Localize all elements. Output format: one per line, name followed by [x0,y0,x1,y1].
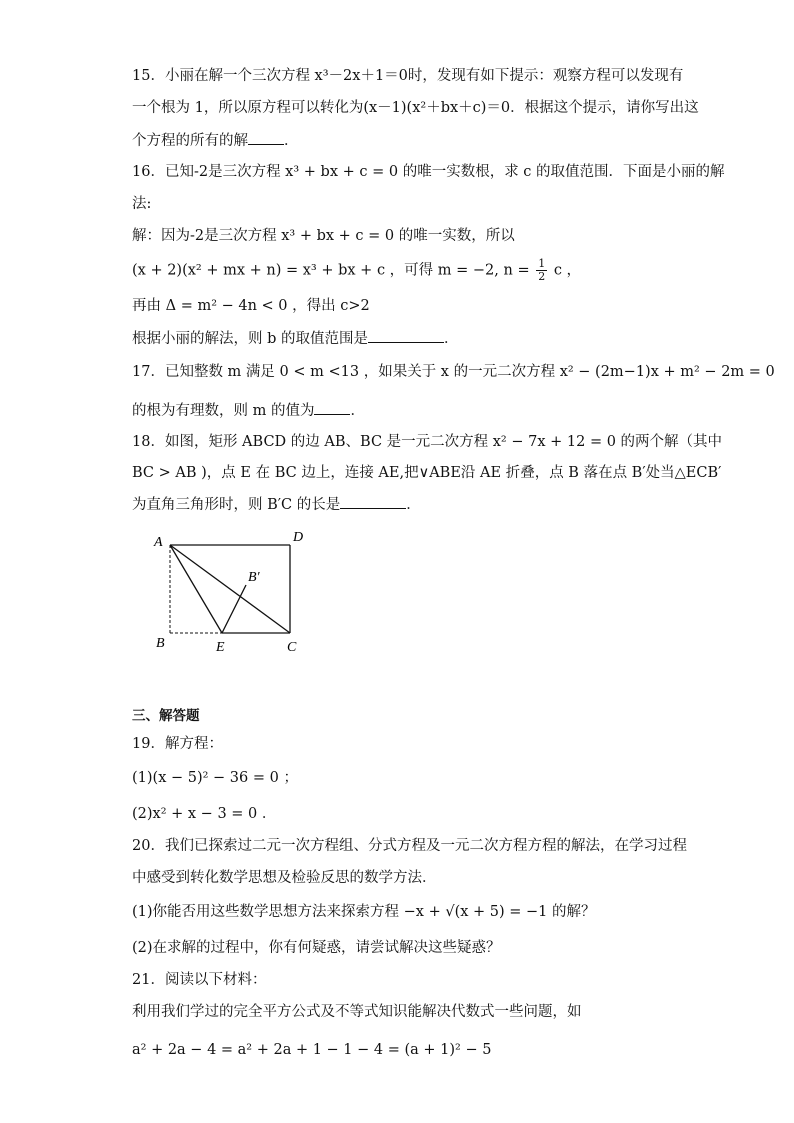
label-d: D [293,530,304,545]
q18-line3 [132,494,421,515]
q16-tail: ． [444,331,459,347]
q16-line4a: (x + 2)(x² + mx + n) = x³ + bx + c ，可得 m = −2, n = [132,262,530,279]
q16-line6 [132,328,459,349]
label-a: A [154,535,163,550]
q20-part1: (1)你能否用这些数学思想方法来探索方程 −x + √(x + 5) = −1 的解？ [132,904,596,920]
q15-line2: 一个根为 1，所以原方程可以转化为(x－1)(x²＋bx＋c)＝0．根据这个提示，请你写出这 [132,100,699,116]
q20-line2: 中感受到转化数学思想及检验反思的数学方法． [132,870,437,886]
q17-tail: ． [350,403,365,419]
q16-line2: 法: [132,196,152,212]
section-heading: 三、解答题 [132,708,200,724]
q18-line1: 18．如图，矩形 ABCD 的边 AB、BC 是一元二次方程 x² − 7x + 12 = 0 的两个解（其中 [132,434,723,450]
q16-line5: 再由 Δ = m² − 4n < 0 ，得出 c>2 [132,298,370,314]
q16-line4 [132,258,581,283]
answer-blank [340,494,406,509]
diagonal-ac [170,545,290,633]
q18-line2: BC > AB )，点 E 在 BC 边上，连接 AE,把∨ABE沿 AE 折叠，点 B 落在点 B′处当△ECB′ [132,465,722,481]
q17-line1: 17．已知整数 m 满足 0 < m <13 ，如果关于 x 的一元二次方程 x² − (2m−1)x + m² − 2m = 0 [132,364,775,380]
q18-tail: ． [406,497,421,513]
q20-part2: (2)在求解的过程中，你有何疑惑，请尝试解决这些疑惑？ [132,940,501,956]
fraction-numerator: 1 [538,257,546,270]
rectangle-fold-figure [140,525,320,660]
answer-blank [314,400,350,415]
label-c: C [287,640,297,655]
q19-part1: (1)(x − 5)² − 36 = 0 ； [132,770,298,786]
q15-line3 [132,130,299,151]
q21-line1: 利用我们学过的完全平方公式及不等式知识能解决代数式一些问题，如 [132,1004,582,1020]
q19-part2: (2)x² + x − 3 = 0 ． [132,806,277,822]
q16-line4b: c ， [553,262,582,279]
q21-line2: a² + 2a − 4 = a² + 2a + 1 − 1 − 4 = (a + 1)² − 5 [132,1042,492,1058]
q17-line2-text: 的根为有理数，则 m 的值为 [132,403,315,419]
label-b: B [156,636,165,651]
answer-blank [248,130,284,145]
q17-line2 [132,400,365,421]
q18-line3-text: 为直角三角形时，则 B′C 的长是 [132,497,341,513]
fraction-one-half [536,258,547,283]
answer-blank [368,328,444,343]
q15-tail: ． [284,133,299,149]
q16-line6-text: 根据小丽的解法，则 b 的取值范围是 [132,331,368,347]
q15-line3-text: 个方程的所有的解 [132,133,248,149]
q21-title: 21．阅读以下材料： [132,972,267,988]
segment-ae [170,545,222,633]
q19-title: 19．解方程： [132,736,223,752]
q15-line1: 15．小丽在解一个三次方程 x³－2x＋1＝0时，发现有如下提示：观察方程可以发现有 [132,68,684,84]
q16-line1: 16．已知-2是三次方程 x³ + bx + c = 0 的唯一实数根，求 c 的取值范围．下面是小丽的解 [132,164,725,180]
label-b-prime: B′ [248,570,260,585]
q20-line1: 20．我们已探索过二元一次方程组、分式方程及一元二次方程方程的解法，在学习过程 [132,838,687,854]
label-e: E [216,640,225,655]
fraction-denominator: 2 [538,270,546,283]
q16-line3: 解：因为-2是三次方程 x³ + bx + c = 0 的唯一实数，所以 [132,228,515,244]
